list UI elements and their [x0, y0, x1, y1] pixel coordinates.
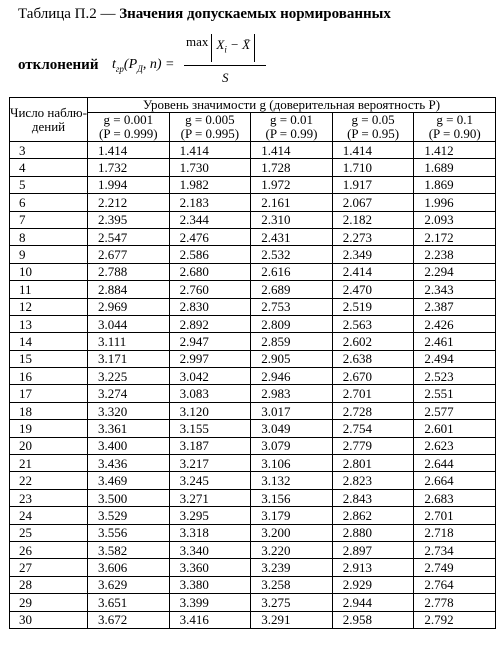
formula-minus: −: [226, 37, 243, 52]
critical-value-cell: 2.859: [251, 333, 333, 350]
critical-value-cell: 2.523: [414, 368, 496, 385]
table-row: [10, 333, 496, 350]
observation-count-cell: 18: [10, 402, 88, 419]
critical-value-cell: 3.106: [251, 455, 333, 472]
table-row: [10, 594, 496, 611]
critical-value-cell: 2.677: [88, 246, 170, 263]
critical-value-cell: 3.111: [88, 333, 170, 350]
critical-value-cell: 1.994: [88, 176, 170, 193]
critical-value-cell: 3.291: [251, 611, 333, 628]
critical-value-cell: 2.431: [251, 228, 333, 245]
observation-count-cell: 8: [10, 228, 88, 245]
observation-count-cell: 15: [10, 350, 88, 367]
critical-value-cell: 3.651: [88, 594, 170, 611]
table-row: [10, 228, 496, 245]
critical-value-cell: 2.494: [414, 350, 496, 367]
critical-value-cell: 2.426: [414, 315, 496, 332]
observation-count-cell: 9: [10, 246, 88, 263]
table-row: [10, 420, 496, 437]
observation-count-cell: 28: [10, 576, 88, 593]
observation-count-cell: 24: [10, 507, 88, 524]
critical-value-cell: 2.310: [251, 211, 333, 228]
critical-value-cell: 3.400: [88, 437, 170, 454]
column-header-g: g = 0.005: [185, 112, 235, 127]
critical-value-cell: 2.884: [88, 281, 170, 298]
critical-value-cell: 2.093: [414, 211, 496, 228]
critical-value-cell: 2.718: [414, 524, 496, 541]
critical-value-cell: 2.161: [251, 194, 333, 211]
critical-value-cell: 2.946: [251, 368, 333, 385]
critical-value-cell: 2.349: [332, 246, 414, 263]
critical-value-cell: 2.183: [169, 194, 251, 211]
formula-lhs-args-sub: Д: [137, 63, 143, 74]
column-header-g: g = 0.1: [436, 112, 473, 127]
critical-value-cell: 3.049: [251, 420, 333, 437]
critical-value-cell: 3.275: [251, 594, 333, 611]
critical-value-cell: 3.582: [88, 541, 170, 558]
critical-value-cell: 3.629: [88, 576, 170, 593]
critical-value-cell: 3.200: [251, 524, 333, 541]
critical-value-cell: 3.179: [251, 507, 333, 524]
critical-value-cell: 2.892: [169, 315, 251, 332]
table-row: [10, 576, 496, 593]
column-header-p: (P = 0.995): [180, 126, 240, 141]
formula-max: max: [186, 34, 209, 49]
critical-value-cell: 1.732: [88, 159, 170, 176]
critical-value-cell: 2.760: [169, 281, 251, 298]
observation-count-cell: 27: [10, 559, 88, 576]
critical-value-cell: 1.414: [169, 142, 251, 159]
critical-value-cell: 2.212: [88, 194, 170, 211]
critical-value-cell: 3.156: [251, 489, 333, 506]
critical-value-cell: 2.182: [332, 211, 414, 228]
table-row: [10, 246, 496, 263]
critical-value-cell: 1.710: [332, 159, 414, 176]
observation-count-cell: 29: [10, 594, 88, 611]
critical-value-cell: 2.470: [332, 281, 414, 298]
critical-value-cell: 2.734: [414, 541, 496, 558]
critical-value-cell: 2.294: [414, 263, 496, 280]
table-title-prefix: Таблица П.2 —: [18, 6, 120, 22]
table-row: [10, 281, 496, 298]
table-row: [10, 541, 496, 558]
column-header: [414, 113, 496, 142]
formula-xbar: X̄: [242, 37, 251, 52]
observation-count-cell: 5: [10, 176, 88, 193]
critical-value-cell: 2.602: [332, 333, 414, 350]
formula-word: отклонений: [18, 57, 99, 73]
formula-fraction-bar: [184, 65, 266, 66]
critical-value-cell: 2.689: [251, 281, 333, 298]
critical-value-cell: 2.577: [414, 402, 496, 419]
critical-value-cell: 2.387: [414, 298, 496, 315]
column-header: [251, 113, 333, 142]
formula-lhs-args: (P: [123, 57, 138, 72]
formula-xi-sub: i: [224, 44, 227, 55]
table-title: [18, 6, 391, 23]
critical-value-cell: 3.320: [88, 402, 170, 419]
critical-value-cell: 2.801: [332, 455, 414, 472]
column-header-p: (P = 0.90): [428, 126, 481, 141]
critical-value-cell: 2.779: [332, 437, 414, 454]
formula-lhs-args-end: , n) =: [142, 57, 175, 72]
critical-value-cell: 3.155: [169, 420, 251, 437]
formula-denominator: S: [222, 70, 229, 85]
critical-value-cell: 3.361: [88, 420, 170, 437]
critical-value-cell: 3.380: [169, 576, 251, 593]
critical-value-cell: 2.897: [332, 541, 414, 558]
observation-count-cell: 23: [10, 489, 88, 506]
column-header: [169, 113, 251, 142]
critical-value-cell: 2.664: [414, 472, 496, 489]
column-header-p: (P = 0.99): [265, 126, 318, 141]
observation-count-cell: 4: [10, 159, 88, 176]
critical-value-cell: 1.996: [414, 194, 496, 211]
critical-value-cell: 3.274: [88, 385, 170, 402]
critical-value-cell: 3.556: [88, 524, 170, 541]
critical-value-cell: 1.730: [169, 159, 251, 176]
table-row: [10, 298, 496, 315]
table-row: [10, 385, 496, 402]
critical-value-cell: 3.469: [88, 472, 170, 489]
critical-value-cell: 2.344: [169, 211, 251, 228]
observation-count-cell: 20: [10, 437, 88, 454]
observation-count-cell: 21: [10, 455, 88, 472]
critical-value-cell: 1.972: [251, 176, 333, 193]
table-row: [10, 211, 496, 228]
critical-value-cell: 2.551: [414, 385, 496, 402]
critical-value-cell: 2.983: [251, 385, 333, 402]
critical-value-cell: 3.399: [169, 594, 251, 611]
critical-value-cell: 2.958: [332, 611, 414, 628]
critical-value-cell: 2.753: [251, 298, 333, 315]
observation-count-cell: 11: [10, 281, 88, 298]
table-row: [10, 611, 496, 628]
table-row: [10, 437, 496, 454]
critical-value-cell: 1.412: [414, 142, 496, 159]
critical-value-cell: 3.220: [251, 541, 333, 558]
table-row: [10, 489, 496, 506]
column-header: [332, 113, 414, 142]
critical-value-cell: 1.414: [251, 142, 333, 159]
observation-count-cell: 14: [10, 333, 88, 350]
critical-value-cell: 2.880: [332, 524, 414, 541]
table-title-bold: Значения допускаемых нормированных: [119, 6, 391, 22]
critical-value-cell: 2.395: [88, 211, 170, 228]
critical-value-cell: 2.862: [332, 507, 414, 524]
column-header-g: g = 0.05: [351, 112, 395, 127]
critical-value-cell: 2.616: [251, 263, 333, 280]
observation-count-cell: 7: [10, 211, 88, 228]
table-row: [10, 350, 496, 367]
formula-xi: X: [216, 37, 225, 52]
column-header-p: (P = 0.95): [347, 126, 400, 141]
critical-value-cell: 3.079: [251, 437, 333, 454]
critical-value-cell: 3.083: [169, 385, 251, 402]
critical-value-cell: 3.295: [169, 507, 251, 524]
table-row: [10, 142, 496, 159]
critical-value-cell: 2.947: [169, 333, 251, 350]
critical-value-cell: 3.132: [251, 472, 333, 489]
critical-value-cell: 2.067: [332, 194, 414, 211]
critical-value-cell: 1.982: [169, 176, 251, 193]
critical-value-cell: 2.644: [414, 455, 496, 472]
critical-value-cell: 2.532: [251, 246, 333, 263]
critical-value-cell: 3.120: [169, 402, 251, 419]
critical-value-cell: 3.225: [88, 368, 170, 385]
observation-count-cell: 19: [10, 420, 88, 437]
table-row: [10, 402, 496, 419]
critical-value-cell: 1.414: [332, 142, 414, 159]
formula-lhs-t: t: [112, 57, 116, 72]
critical-value-cell: 2.969: [88, 298, 170, 315]
critical-value-cell: 2.701: [414, 507, 496, 524]
critical-value-cell: 3.672: [88, 611, 170, 628]
formula-lhs: [112, 57, 174, 74]
column-header-g: g = 0.001: [103, 112, 154, 127]
critical-value-cell: 3.245: [169, 472, 251, 489]
observation-count-cell: 10: [10, 263, 88, 280]
critical-value-cell: 2.913: [332, 559, 414, 576]
critical-value-cell: 1.414: [88, 142, 170, 159]
observation-count-cell: 6: [10, 194, 88, 211]
observation-count-cell: 25: [10, 524, 88, 541]
table-row: [10, 507, 496, 524]
critical-value-cell: 2.461: [414, 333, 496, 350]
critical-value-cell: 2.749: [414, 559, 496, 576]
critical-value-cell: 2.670: [332, 368, 414, 385]
column-header-g: g = 0.01: [269, 112, 314, 127]
header-observations: Число наблю-дений: [10, 98, 88, 142]
critical-value-cell: 2.519: [332, 298, 414, 315]
critical-value-cell: 2.414: [332, 263, 414, 280]
critical-value-cell: 2.788: [88, 263, 170, 280]
critical-value-cell: 3.239: [251, 559, 333, 576]
table-row: [10, 315, 496, 332]
critical-value-cell: 2.997: [169, 350, 251, 367]
critical-value-cell: 3.171: [88, 350, 170, 367]
critical-value-cell: 3.416: [169, 611, 251, 628]
observation-count-cell: 22: [10, 472, 88, 489]
critical-value-cell: 3.187: [169, 437, 251, 454]
critical-value-cell: 3.017: [251, 402, 333, 419]
critical-value-cell: 3.529: [88, 507, 170, 524]
critical-value-cell: 3.606: [88, 559, 170, 576]
critical-value-cell: 1.869: [414, 176, 496, 193]
critical-value-cell: 2.273: [332, 228, 414, 245]
formula: [18, 34, 488, 90]
critical-value-cell: 2.638: [332, 350, 414, 367]
table-row: [10, 176, 496, 193]
critical-value-cell: 2.238: [414, 246, 496, 263]
observation-count-cell: 16: [10, 368, 88, 385]
formula-numerator: [186, 34, 255, 62]
table-row: [10, 368, 496, 385]
critical-value-cell: 2.601: [414, 420, 496, 437]
table-row: [10, 194, 496, 211]
critical-value-cell: 2.680: [169, 263, 251, 280]
critical-value-cell: 2.623: [414, 437, 496, 454]
formula-lhs-sub: гр: [115, 63, 124, 74]
table-row: [10, 524, 496, 541]
critical-value-cell: 3.217: [169, 455, 251, 472]
critical-value-cell: 3.042: [169, 368, 251, 385]
critical-value-cell: 3.436: [88, 455, 170, 472]
table-row: [10, 455, 496, 472]
table-row: [10, 263, 496, 280]
critical-value-cell: 2.701: [332, 385, 414, 402]
critical-value-cell: 2.905: [251, 350, 333, 367]
table-body: [10, 142, 496, 629]
formula-abs: [211, 34, 255, 62]
critical-value-cell: 2.172: [414, 228, 496, 245]
header-significance: Уровень значимости g (доверительная вероятность P): [88, 98, 496, 113]
observation-count-cell: 3: [10, 142, 88, 159]
critical-values-table: [9, 97, 496, 629]
critical-value-cell: 3.258: [251, 576, 333, 593]
critical-value-cell: 3.318: [169, 524, 251, 541]
critical-value-cell: 3.271: [169, 489, 251, 506]
critical-value-cell: 3.360: [169, 559, 251, 576]
critical-value-cell: 2.547: [88, 228, 170, 245]
observation-count-cell: 12: [10, 298, 88, 315]
critical-value-cell: 2.586: [169, 246, 251, 263]
critical-value-cell: 2.929: [332, 576, 414, 593]
critical-value-cell: 2.944: [332, 594, 414, 611]
critical-value-cell: 2.830: [169, 298, 251, 315]
observation-count-cell: 17: [10, 385, 88, 402]
critical-value-cell: 2.823: [332, 472, 414, 489]
table-row: [10, 559, 496, 576]
critical-value-cell: 2.764: [414, 576, 496, 593]
observation-count-cell: 13: [10, 315, 88, 332]
critical-value-cell: 3.044: [88, 315, 170, 332]
critical-value-cell: 1.689: [414, 159, 496, 176]
critical-value-cell: 2.754: [332, 420, 414, 437]
column-header: [88, 113, 170, 142]
table-row: [10, 159, 496, 176]
critical-value-cell: 2.778: [414, 594, 496, 611]
critical-value-cell: 2.476: [169, 228, 251, 245]
critical-value-cell: 1.728: [251, 159, 333, 176]
critical-value-cell: 2.563: [332, 315, 414, 332]
critical-value-cell: 2.683: [414, 489, 496, 506]
critical-value-cell: 2.792: [414, 611, 496, 628]
critical-value-cell: 2.728: [332, 402, 414, 419]
critical-value-cell: 2.343: [414, 281, 496, 298]
critical-value-cell: 1.917: [332, 176, 414, 193]
column-header-p: (P = 0.999): [99, 126, 158, 141]
critical-value-cell: 2.809: [251, 315, 333, 332]
critical-value-cell: 3.500: [88, 489, 170, 506]
observation-count-cell: 30: [10, 611, 88, 628]
observation-count-cell: 26: [10, 541, 88, 558]
table-row: [10, 472, 496, 489]
critical-value-cell: 3.340: [169, 541, 251, 558]
critical-value-cell: 2.843: [332, 489, 414, 506]
